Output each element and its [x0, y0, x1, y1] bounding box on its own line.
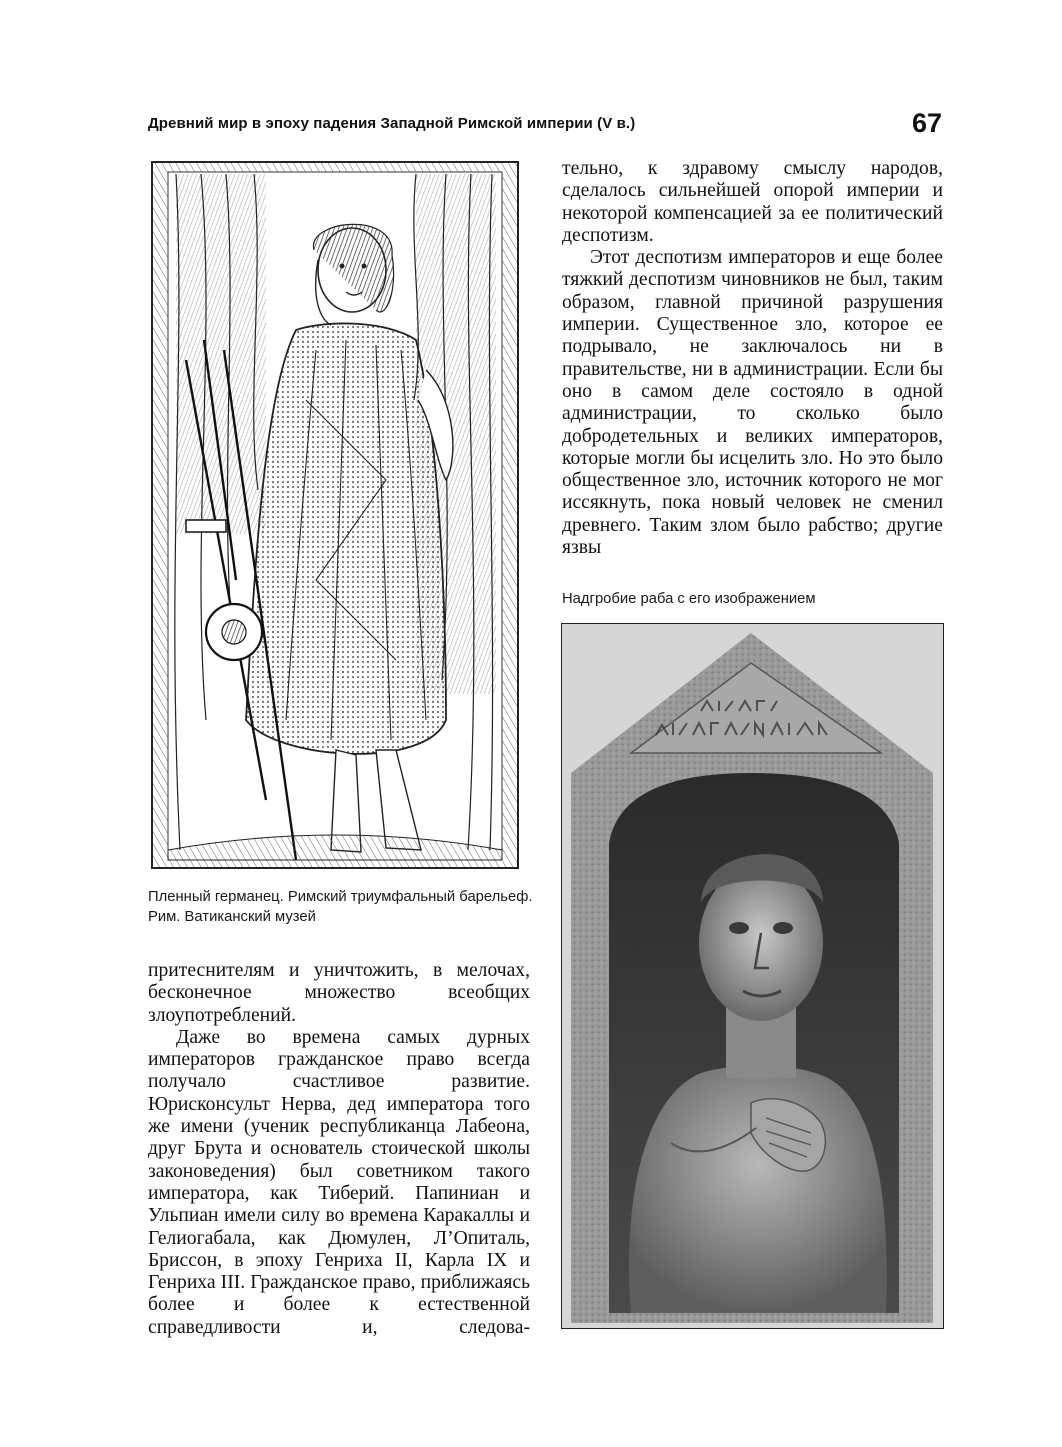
left-figure-caption: Пленный германец. Римский триумфальный барельеф. Рим. Ватиканский музей	[148, 889, 533, 925]
tombstone-photo-illustration	[561, 623, 944, 1329]
right-figure-caption: Надгробие раба с его изображением	[562, 591, 816, 607]
left-paragraph-1: притеснителям и уничтожить, в мелочах, бесконечное множество всеобщих злоупотреблений.	[148, 960, 530, 1026]
slave-tombstone-figure	[561, 623, 944, 1329]
left-paragraph-2: Даже во времена самых дурных императоров гражданское право всегда получало счастливое развитие. Юрисконсульт Нерва, дед императора того же имени (ученик республиканца Лабеона, друг Брута и основатель стоической школы законоведения) был советником такого императора, как Тиберий. Папиниан и Ульпиан имели силу во времена Каракаллы и Гелиогабала, как Дюмулен, Л’Опиталь, Бриссон, в эпоху Генриха II, Карла IX и Генриха III. Гражданское право, приближаясь более и более к естественной справедливости и, следова-	[148, 1026, 530, 1338]
running-header-title: Древний мир в эпоху падения Западной Римской империи (V в.)	[148, 115, 636, 132]
captive-german-relief-figure	[146, 160, 524, 870]
relief-engraving-illustration	[146, 160, 524, 870]
left-column-text	[148, 960, 530, 1339]
right-paragraph-2: Этот деспотизм императоров и еще более тяжкий деспотизм чиновников не был, таким образом, главной причиной разрушения империи. Существенное зло, которое ее подрывало, не заключалось ни в правительстве, ни в администрации. Если бы оно в самом деле состояло в одной администрации, то сколько было добродетельных и великих императоров, которые могли бы исцелить зло. Но это было общественное зло, источник которого не мог иссякнуть, пока новый человек не сменил древнего. Таким злом было рабство; другие язвы	[562, 247, 943, 559]
right-column-text	[562, 158, 943, 559]
right-paragraph-1: тельно, к здравому смыслу народов, сделалось сильнейшей опорой империи и некоторой компенсацией за ее политический деспотизм.	[562, 158, 943, 246]
page-number: 67	[911, 108, 942, 138]
